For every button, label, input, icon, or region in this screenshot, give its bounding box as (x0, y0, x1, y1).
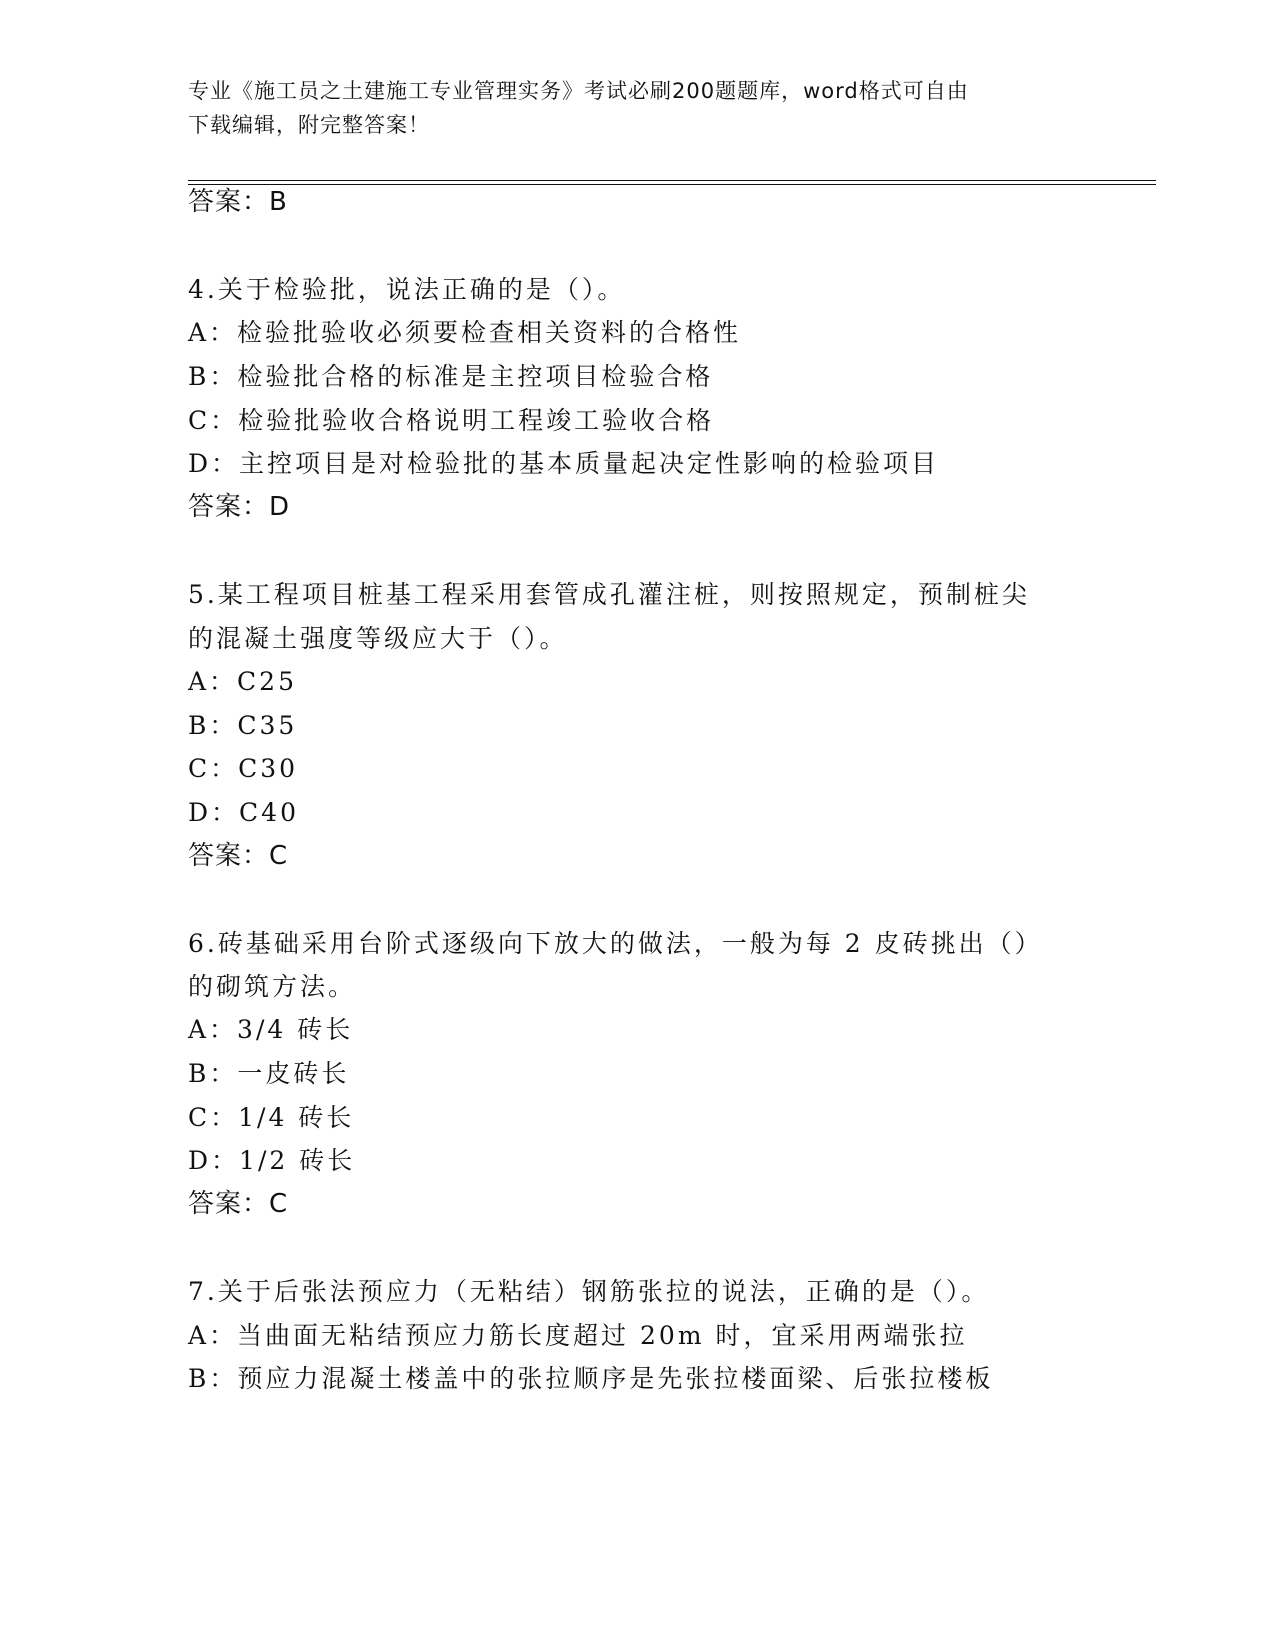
answer-previous: 答案：B (188, 187, 288, 217)
header-divider-bottom (188, 184, 1156, 185)
question-6-stem-line-2: 的砌筑方法。 (188, 972, 357, 1001)
question-4-answer: 答案：D (188, 492, 291, 522)
header-line-1: 专业《施工员之土建施工专业管理实务》考试必刷200题题库，word格式可自由 (188, 79, 969, 103)
question-6-option-d: D：1/2 砖长 (188, 1146, 356, 1175)
question-4-option-a: A：检验批验收必须要检查相关资料的合格性 (188, 318, 742, 347)
question-6-option-c: C：1/4 砖长 (188, 1103, 355, 1132)
question-4-stem: 4.关于检验批，说法正确的是（）。 (188, 275, 626, 304)
question-5-answer: 答案：C (188, 841, 289, 871)
question-5-stem-line-2: 的混凝土强度等级应大于（）。 (188, 624, 568, 653)
question-4-option-d: D：主控项目是对检验批的基本质量起决定性影响的检验项目 (188, 449, 940, 478)
question-6-stem-line-1: 6.砖基础采用台阶式逐级向下放大的做法，一般为每 2 皮砖挑出（） (188, 929, 1043, 958)
question-4-option-c: C：检验批验收合格说明工程竣工验收合格 (188, 406, 715, 435)
question-7-stem: 7.关于后张法预应力（无粘结）钢筋张拉的说法，正确的是（）。 (188, 1277, 990, 1306)
document-header (188, 74, 1088, 142)
question-5-stem-line-1: 5.某工程项目桩基工程采用套管成孔灌注桩，则按照规定，预制桩尖 (188, 580, 1030, 609)
question-6-answer: 答案：C (188, 1189, 289, 1219)
header-divider-top (188, 180, 1156, 181)
question-6-option-b: B：一皮砖长 (188, 1059, 350, 1088)
question-5-option-b: B：C35 (188, 711, 298, 740)
question-7-option-a: A：当曲面无粘结预应力筋长度超过 20m 时，宜采用两端张拉 (188, 1321, 968, 1350)
header-line-2: 下载编辑，附完整答案！ (188, 113, 430, 137)
question-5-option-a: A：C25 (188, 667, 297, 696)
question-6-option-a: A：3/4 砖长 (188, 1015, 354, 1044)
question-5-option-c: C：C30 (188, 754, 299, 783)
question-7-option-b: B：预应力混凝土楼盖中的张拉顺序是先张拉楼面梁、后张拉楼板 (188, 1364, 994, 1393)
question-4-option-b: B：检验批合格的标准是主控项目检验合格 (188, 362, 714, 391)
question-5-option-d: D：C40 (188, 798, 299, 827)
